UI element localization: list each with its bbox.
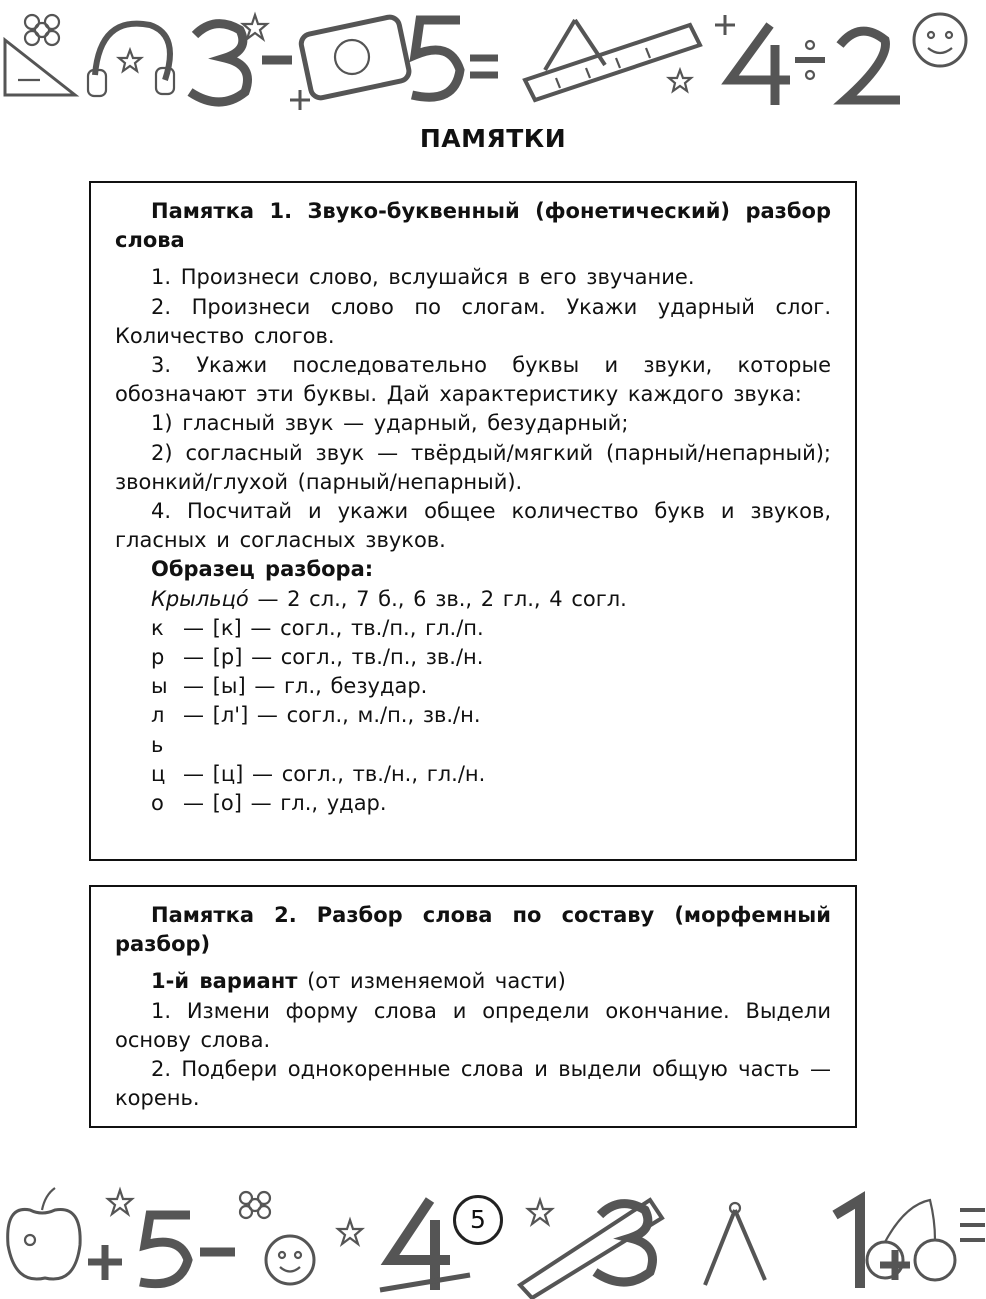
digit-5-icon bbox=[412, 20, 460, 97]
sample-row bbox=[115, 701, 831, 730]
headphones-icon bbox=[88, 24, 174, 96]
sample-letter: р bbox=[151, 645, 165, 670]
equals-icon bbox=[470, 58, 498, 75]
memo-2-box bbox=[89, 885, 857, 1128]
sample-summary-row bbox=[115, 585, 831, 614]
memo-1-step-3-2: 2) согласный звук — твёрдый/мягкий (парный/непарный); звонкий/глухой (парный/непарный). bbox=[115, 440, 831, 494]
sample-row bbox=[115, 760, 831, 789]
sample-summary: — 2 сл., 7 б., 6 зв., 2 гл., 4 согл. bbox=[248, 586, 627, 611]
digit-3-icon bbox=[190, 24, 248, 102]
sample-row bbox=[115, 614, 831, 643]
sample-letter: ь bbox=[151, 732, 164, 757]
digit-2-icon bbox=[840, 31, 900, 100]
digit-5-icon bbox=[140, 1215, 190, 1284]
divide-icon bbox=[795, 41, 825, 79]
compass-icon bbox=[705, 1203, 765, 1285]
sample-desc: — [о] — гл., удар. bbox=[183, 791, 387, 816]
sample-desc: — [к] — согл., тв./п., гл./п. bbox=[183, 615, 484, 640]
sample-desc: — [л'] — согл., м./п., зв./н. bbox=[183, 703, 481, 728]
phone-icon bbox=[299, 15, 410, 99]
sample-word: Крыльцо́ bbox=[151, 586, 249, 611]
sample-row bbox=[115, 643, 831, 672]
memo-1-step-3-1: 1) гласный звук — ударный, безударный; bbox=[151, 411, 629, 436]
ruler-icon bbox=[520, 1200, 662, 1298]
flower-icon bbox=[240, 1192, 270, 1218]
pencil-icon bbox=[380, 1275, 470, 1290]
variant-line bbox=[115, 967, 831, 996]
variant-label: 1-й вариант bbox=[151, 969, 298, 994]
memo-1-step-3: 3. Укажи последовательно буквы и звуки, которые обозначают эти буквы. Дай характеристику каждого звука: bbox=[115, 353, 831, 407]
memo-2-step-1: 1. Измени форму слова и определи окончание. Выдели основу слова. bbox=[115, 998, 831, 1052]
sample-row bbox=[115, 672, 831, 701]
sample-letter: о bbox=[151, 791, 164, 816]
sample-row bbox=[115, 789, 831, 818]
equals-icon bbox=[960, 1210, 985, 1240]
memo-1-box bbox=[89, 181, 857, 861]
smiley-icon bbox=[914, 14, 966, 66]
flower-icon bbox=[25, 15, 59, 45]
memo-1-title: Памятка 1. Звуко-буквенный (фонетический) разбор слова bbox=[115, 199, 831, 253]
page-title: ПАМЯТКИ bbox=[419, 124, 567, 153]
sample-letter: к bbox=[151, 615, 164, 640]
plus-icon bbox=[290, 15, 735, 110]
memo-1-step-4: 4. Посчитай и укажи общее количество букв и звуков, гласных и согласных звуков. bbox=[115, 499, 831, 553]
memo-2-title: Памятка 2. Разбор слова по составу (морфемный разбор) bbox=[115, 903, 831, 957]
memo-2-step-2: 2. Подбери однокоренные слова и выдели общую часть — корень. bbox=[115, 1057, 831, 1111]
top-decoration bbox=[0, 0, 986, 120]
sample-desc: — [ы] — гл., безудар. bbox=[183, 674, 428, 699]
sample-row bbox=[115, 731, 831, 760]
digit-1-icon bbox=[835, 1200, 860, 1288]
digit-4-icon bbox=[390, 1200, 450, 1290]
variant-note: (от изменяемой части) bbox=[297, 969, 566, 994]
sample-desc: — [р] — согл., тв./п., зв./н. bbox=[183, 645, 484, 670]
memo-1-step-1: 1. Произнеси слово, вслушайся в его звучание. bbox=[151, 265, 695, 290]
memo-1-step-2: 2. Произнеси слово по слогам. Укажи ударный слог. Количество слогов. bbox=[115, 294, 831, 348]
sample-label: Образец разбора: bbox=[151, 557, 374, 582]
sample-letter: л bbox=[151, 703, 165, 728]
sample-desc: — [ц] — согл., тв./н., гл./н. bbox=[183, 761, 486, 786]
page-number: 5 bbox=[453, 1195, 503, 1245]
smiley-icon bbox=[266, 1236, 314, 1284]
apple-icon bbox=[8, 1188, 80, 1279]
sample-letter: ц bbox=[151, 761, 166, 786]
sample-letter: ы bbox=[151, 674, 168, 699]
digit-4-icon bbox=[730, 25, 790, 105]
triangle-ruler-icon bbox=[5, 40, 75, 95]
